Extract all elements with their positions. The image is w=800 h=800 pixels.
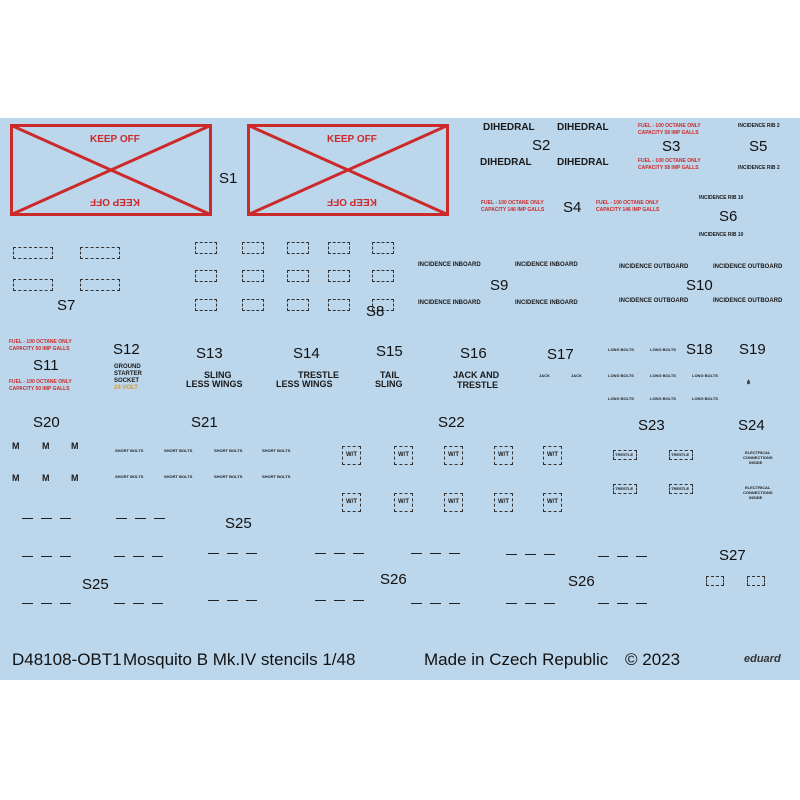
label-s4: S4 [563,199,582,216]
walkway-segment [22,603,33,605]
dihedral-stencil: DIHEDRAL [557,122,609,133]
walkway-segment [208,600,219,602]
walkway-segment [449,603,460,605]
dihedral-stencil: DIHEDRAL [483,122,535,133]
fuel-146-stencil-line1: FUEL - 100 OCTANE ONLY [596,200,659,206]
walkway-segment [315,600,326,602]
walkway-segment [636,603,647,605]
walkway-segment [598,556,609,558]
walkway-segment [22,518,33,520]
label-s7: S7 [57,297,76,314]
walkway-segment [617,603,628,605]
label-s19: S19 [739,341,766,358]
electrical-line3: INSIDE [749,460,763,465]
walkway-segment [246,553,257,555]
m-marking: M [71,441,79,451]
short-bolts-stencil: SHORT BOLTS [115,448,144,453]
walkway-segment [208,553,219,555]
walkway-segment [116,518,127,520]
walkway-segment [598,603,609,605]
label-s16: S16 [460,345,487,362]
sling-stencil-line2: LESS WINGS [186,379,243,389]
walkway-segment [152,556,163,558]
incidence-inboard-stencil: INCIDENCE INBOARD [418,300,481,306]
incidence-outboard-stencil: INCIDENCE OUTBOARD [619,298,689,304]
walkway-segment [411,603,422,605]
dihedral-stencil: DIHEDRAL [557,157,609,168]
long-bolts-stencil: LONG BOLTS [650,373,676,378]
walkway-segment [41,518,52,520]
fuel-58-stencil-line2: CAPACITY 58 IMP GALLS [638,130,699,136]
m-marking: M [12,473,20,483]
walkway-segment [636,556,647,558]
tail-sling-line1: TAIL [380,370,400,380]
s8-small-stencil [195,270,217,282]
copyright-text: © 2023 [625,650,681,669]
s7-small-stencil [80,279,120,291]
label-s8: S8 [366,303,385,320]
s8-small-stencil [372,270,394,282]
label-s17: S17 [547,346,574,363]
label-s21: S21 [191,414,218,431]
long-bolts-stencil: LONG BOLTS [608,347,634,352]
short-bolts-stencil: SHORT BOLTS [164,448,193,453]
wt-stencil-box: W/T [543,493,562,512]
fuel-146-stencil-line2: CAPACITY 146 IMP GALLS [596,207,660,213]
jack-small-stencil: JACK [571,373,582,378]
walkway-segment [133,556,144,558]
walkway-segment [334,553,345,555]
ground-starter-line4: 24 VOLT [114,385,138,391]
wt-stencil-box: W/T [494,446,513,465]
ground-starter-line3: SOCKET [114,378,140,384]
short-bolts-stencil: SHORT BOLTS [115,474,144,479]
walkway-segment [506,554,517,556]
fuel-50-stencil-line1: FUEL - 100 OCTANE ONLY [9,379,72,385]
incidence-rib10-stencil: INCIDENCE RIB 10 [699,195,744,201]
s8-small-stencil [242,299,264,311]
incidence-inboard-stencil: INCIDENCE INBOARD [515,262,578,268]
walkway-segment [227,553,238,555]
jack-small-stencil: JACK [539,373,550,378]
incidence-rib10-stencil: INCIDENCE RIB 10 [699,232,744,238]
dihedral-stencil: DIHEDRAL [480,157,532,168]
walkway-segment [41,603,52,605]
label-s15: S15 [376,343,403,360]
fuel-58-stencil-line1: FUEL - 100 OCTANE ONLY [638,123,701,129]
s27-small-stencil [706,576,724,586]
walkway-segment [525,554,536,556]
walkway-segment [154,518,165,520]
walkway-segment [41,556,52,558]
s8-small-stencil [328,299,350,311]
label-s23: S23 [638,417,665,434]
electrical-line2: CONNECTIONS [743,455,773,460]
walkway-segment [334,600,345,602]
walkway-segment [133,603,144,605]
label-s25a: S25 [225,515,252,532]
incidence-rib2-stencil: INCIDENCE RIB 2 [738,123,780,129]
incidence-inboard-stencil: INCIDENCE INBOARD [418,262,481,268]
m-marking: M [12,441,20,451]
s8-small-stencil [372,242,394,254]
s8-small-stencil [195,299,217,311]
label-s2: S2 [532,137,551,154]
walkway-segment [114,556,125,558]
electrical-line1: ELECTRICAL [745,485,771,490]
long-bolts-stencil: LONG BOLTS [608,396,634,401]
s7-small-stencil [13,279,53,291]
m-marking: M [42,441,50,451]
fuel-50-stencil-line1: FUEL - 100 OCTANE ONLY [9,339,72,345]
walkway-segment [449,553,460,555]
trestle-stencil-line2: LESS WINGS [276,379,333,389]
sheet-title: Mosquito B Mk.IV stencils 1/48 [123,650,356,669]
s27-small-stencil [747,576,765,586]
trestle-small-text: TRESTLE [615,486,634,491]
sheet-code: D48108-OBT1 [12,650,122,669]
wt-stencil-box: W/T [342,493,361,512]
walkway-segment [430,603,441,605]
electrical-line2: CONNECTIONS [743,490,773,495]
trestle-small-text: TRESTLE [671,452,690,457]
label-s14: S14 [293,345,320,362]
short-bolts-stencil: SHORT BOLTS [214,474,243,479]
label-s3: S3 [662,138,681,155]
walkway-segment [353,600,364,602]
incidence-inboard-stencil: INCIDENCE INBOARD [515,300,578,306]
wt-stencil-box: W/T [444,446,463,465]
wt-stencil-box: W/T [342,446,361,465]
electrical-line3: INSIDE [749,495,763,500]
long-bolts-stencil: LONG BOLTS [650,396,676,401]
label-s1: S1 [219,170,238,187]
label-s24: S24 [738,417,765,434]
wt-stencil-box: W/T [444,493,463,512]
walkway-segment [506,603,517,605]
s8-small-stencil [287,299,309,311]
long-bolts-stencil: LONG BOLTS [692,373,718,378]
fuel-50-stencil-line2: CAPACITY 50 IMP GALLS [9,386,70,392]
incidence-outboard-stencil: INCIDENCE OUTBOARD [713,298,783,304]
long-bolts-stencil: LONG BOLTS [608,373,634,378]
made-in-text: Made in Czech Republic [424,650,609,669]
short-bolts-stencil: SHORT BOLTS [214,448,243,453]
eduard-logo: eduard [744,653,781,665]
s8-small-stencil [328,270,350,282]
label-s18: S18 [686,341,713,358]
label-s25b: S25 [82,576,109,593]
short-bolts-stencil: SHORT BOLTS [262,448,291,453]
m-marking: M [42,473,50,483]
label-s22: S22 [438,414,465,431]
incidence-outboard-stencil: INCIDENCE OUTBOARD [713,264,783,270]
m-marking: M [71,473,79,483]
walkway-segment [617,556,628,558]
walkway-segment [246,600,257,602]
incidence-outboard-stencil: INCIDENCE OUTBOARD [619,264,689,270]
walkway-segment [60,603,71,605]
walkway-segment [135,518,146,520]
electrical-line1: ELECTRICAL [745,450,771,455]
keep-off-text-right-bottom: KEEP OFF [327,196,377,207]
s8-small-stencil [242,270,264,282]
trestle-stencil-line1: TRESTLE [298,370,340,380]
s7-small-stencil [80,247,120,259]
short-bolts-stencil: SHORT BOLTS [262,474,291,479]
s7-small-stencil [13,247,53,259]
label-s10: S10 [686,277,713,294]
label-s9: S9 [490,277,509,294]
keep-off-text-left-bottom: KEEP OFF [90,196,140,207]
walkway-segment [152,603,163,605]
walkway-segment [114,603,125,605]
ground-starter-line2: STARTER [114,371,142,377]
wt-stencil-box: W/T [394,493,413,512]
s19-small-stencil: ⋔ [746,380,752,386]
long-bolts-stencil: LONG BOLTS [692,396,718,401]
walkway-segment [315,553,326,555]
walkway-segment [22,556,33,558]
keep-off-text-right-top: KEEP OFF [327,134,377,145]
s8-small-stencil [287,242,309,254]
keep-off-text-left-top: KEEP OFF [90,134,140,145]
fuel-50-stencil-line2: CAPACITY 50 IMP GALLS [9,346,70,352]
s8-small-stencil [242,242,264,254]
label-s26b: S26 [568,573,595,590]
incidence-rib2-stencil: INCIDENCE RIB 2 [738,165,780,171]
walkway-segment [430,553,441,555]
s8-small-stencil [287,270,309,282]
fuel-146-stencil-line1: FUEL - 100 OCTANE ONLY [481,200,544,206]
fuel-58-stencil-line2: CAPACITY 58 IMP GALLS [638,165,699,171]
wt-stencil-box: W/T [394,446,413,465]
walkway-segment [411,553,422,555]
walkway-segment [544,554,555,556]
walkway-segment [60,518,71,520]
sling-stencil-line1: SLING [204,370,232,380]
short-bolts-stencil: SHORT BOLTS [164,474,193,479]
trestle-small-text: TRESTLE [615,452,634,457]
s8-small-stencil [195,242,217,254]
walkway-segment [544,603,555,605]
walkway-segment [353,553,364,555]
jack-trestle-line2: TRESTLE [457,380,499,390]
label-s12: S12 [113,341,140,358]
jack-trestle-line1: JACK AND [453,370,500,380]
walkway-segment [525,603,536,605]
label-s26a: S26 [380,571,407,588]
wt-stencil-box: W/T [494,493,513,512]
trestle-small-text: TRESTLE [671,486,690,491]
walkway-segment [227,600,238,602]
walkway-segment [60,556,71,558]
ground-starter-line1: GROUND [114,364,141,370]
label-s6: S6 [719,208,738,225]
tail-sling-line2: SLING [375,379,403,389]
label-s27: S27 [719,547,746,564]
fuel-146-stencil-line2: CAPACITY 146 IMP GALLS [481,207,545,213]
label-s5: S5 [749,138,768,155]
label-s11: S11 [33,357,59,374]
fuel-58-stencil-line1: FUEL - 100 OCTANE ONLY [638,158,701,164]
long-bolts-stencil: LONG BOLTS [650,347,676,352]
label-s13: S13 [196,345,223,362]
wt-stencil-box: W/T [543,446,562,465]
label-s20: S20 [33,414,60,431]
s8-small-stencil [328,242,350,254]
